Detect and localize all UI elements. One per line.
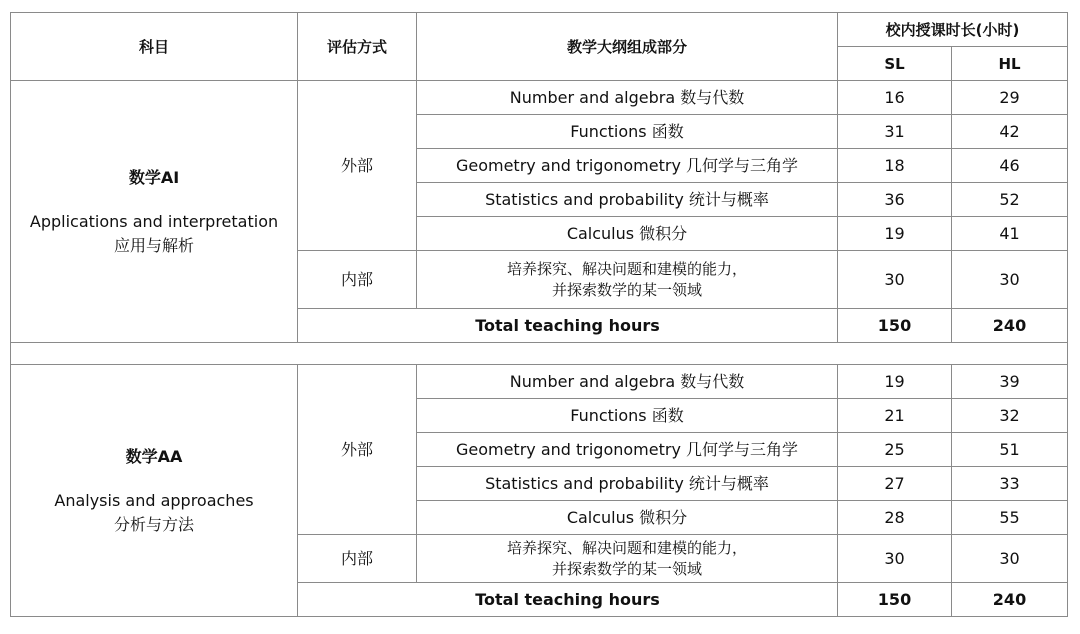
assessment-external: 外部 — [298, 365, 417, 535]
header-hl: HL — [952, 47, 1068, 81]
assessment-external: 外部 — [298, 81, 417, 251]
hl-hours: 32 — [952, 399, 1068, 433]
hl-hours: 29 — [952, 81, 1068, 115]
hl-hours: 39 — [952, 365, 1068, 399]
internal-line-1: 培养探究、解决问题和建模的能力， — [506, 259, 747, 278]
sl-hours: 36 — [838, 183, 952, 217]
spacer-row — [11, 343, 1068, 365]
component-name-internal — [417, 251, 838, 309]
sl-hours: 28 — [838, 501, 952, 535]
total-sl: 150 — [838, 309, 952, 343]
internal-line-2: 并探索数学的某一领域 — [551, 280, 702, 299]
header-assessment: 评估方式 — [298, 13, 417, 81]
component-name: Number and algebra 数与代数 — [417, 365, 838, 399]
assessment-internal: 内部 — [298, 535, 417, 583]
sl-hours: 21 — [838, 399, 952, 433]
subject-title: 数学AI — [128, 167, 180, 187]
subject-title: 数学AA — [125, 446, 183, 466]
table-row — [11, 365, 1068, 399]
header-hours: 校内授课时长(小时) — [838, 13, 1068, 47]
curriculum-table — [10, 12, 1068, 617]
total-label: Total teaching hours — [298, 583, 838, 617]
sl-hours: 19 — [838, 217, 952, 251]
hl-hours: 46 — [952, 149, 1068, 183]
subject-cell-aa — [11, 365, 298, 617]
component-name: Functions 函数 — [417, 399, 838, 433]
header-row-1 — [11, 13, 1068, 47]
header-component: 教学大纲组成部分 — [417, 13, 838, 81]
hl-hours: 30 — [952, 535, 1068, 583]
total-sl: 150 — [838, 583, 952, 617]
table-row — [11, 81, 1068, 115]
sl-hours: 27 — [838, 467, 952, 501]
component-name: Calculus 微积分 — [417, 501, 838, 535]
subject-desc: Applications and interpretation — [29, 211, 279, 231]
subject-desc-cn: 应用与解析 — [113, 235, 194, 255]
subject-cell-ai — [11, 81, 298, 343]
internal-line-1: 培养探究、解决问题和建模的能力， — [506, 538, 747, 557]
subject-desc-cn: 分析与方法 — [113, 514, 194, 534]
component-name: Geometry and trigonometry 几何学与三角学 — [417, 149, 838, 183]
assessment-internal: 内部 — [298, 251, 417, 309]
hl-hours: 51 — [952, 433, 1068, 467]
sl-hours: 30 — [838, 535, 952, 583]
sl-hours: 19 — [838, 365, 952, 399]
component-name: Functions 函数 — [417, 115, 838, 149]
sl-hours: 18 — [838, 149, 952, 183]
hl-hours: 42 — [952, 115, 1068, 149]
component-name: Calculus 微积分 — [417, 217, 838, 251]
component-name-internal — [417, 535, 838, 583]
sl-hours: 31 — [838, 115, 952, 149]
header-subject: 科目 — [11, 13, 298, 81]
component-name: Geometry and trigonometry 几何学与三角学 — [417, 433, 838, 467]
hl-hours: 52 — [952, 183, 1068, 217]
sl-hours: 25 — [838, 433, 952, 467]
total-hl: 240 — [952, 583, 1068, 617]
subject-desc: Analysis and approaches — [54, 490, 254, 510]
total-hl: 240 — [952, 309, 1068, 343]
sl-hours: 16 — [838, 81, 952, 115]
component-name: Statistics and probability 统计与概率 — [417, 467, 838, 501]
total-label: Total teaching hours — [298, 309, 838, 343]
component-name: Statistics and probability 统计与概率 — [417, 183, 838, 217]
component-name: Number and algebra 数与代数 — [417, 81, 838, 115]
curriculum-table-wrapper — [10, 12, 1068, 617]
hl-hours: 33 — [952, 467, 1068, 501]
hl-hours: 30 — [952, 251, 1068, 309]
header-sl: SL — [838, 47, 952, 81]
hl-hours: 55 — [952, 501, 1068, 535]
hl-hours: 41 — [952, 217, 1068, 251]
spacer-cell — [11, 343, 1068, 365]
sl-hours: 30 — [838, 251, 952, 309]
internal-line-2: 并探索数学的某一领域 — [551, 559, 702, 578]
